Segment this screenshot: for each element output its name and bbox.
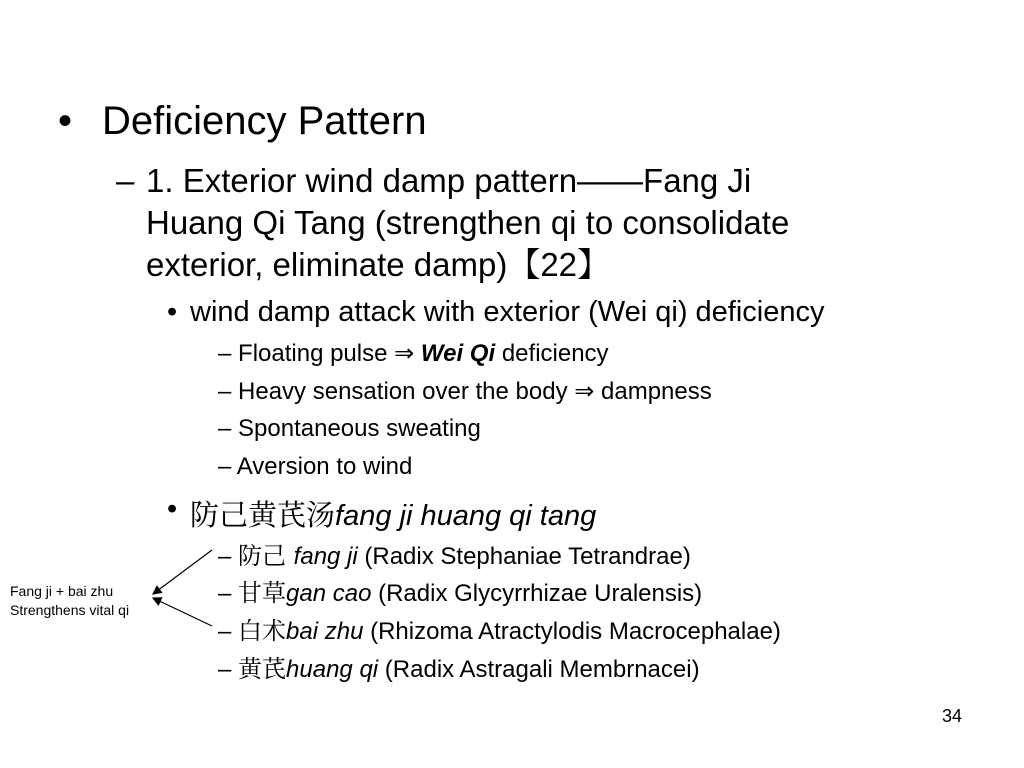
herb-latin: (Rhizoma Atractylodis Macrocephalae): [363, 618, 781, 645]
wei-qi-emphasis: Wei Qi: [420, 340, 496, 367]
sub1-bullet: •: [167, 296, 178, 328]
dash: –: [218, 543, 232, 570]
herb-latin: (Radix Glycyrrhizae Uralensis): [371, 580, 703, 607]
item-text: Aversion to wind: [236, 453, 413, 480]
heading-deficiency-pattern: Deficiency Pattern: [102, 99, 427, 143]
dash: –: [218, 618, 232, 645]
dash: –: [218, 656, 232, 683]
page-number: 34: [941, 706, 962, 726]
item-text-post: dampness: [594, 378, 712, 405]
level1-bullet: •: [58, 99, 73, 143]
item-text: Floating pulse: [238, 340, 395, 367]
herb-pinyin: gan cao: [286, 580, 372, 607]
dash: –: [218, 415, 232, 442]
side-note-line-1: Fang ji + bai zhu: [10, 583, 114, 599]
level2-dash: –: [116, 162, 135, 199]
item-text-post: deficiency: [495, 340, 609, 367]
formula-name-chinese: 防己黄芪汤: [190, 498, 336, 532]
dash: –: [218, 453, 232, 480]
herb-pinyin: huang qi: [286, 656, 379, 683]
formula-name-pinyin: fang ji huang qi tang: [335, 500, 597, 532]
herb-chinese: 防己: [238, 542, 294, 570]
herb-latin: (Radix Stephaniae Tetrandrae): [357, 543, 691, 570]
arrow-from-fang-ji: [153, 550, 212, 594]
sub2-bullet: •: [167, 493, 178, 525]
level2-line-3: exterior, eliminate damp)【22】: [146, 246, 611, 283]
herb-latin: (Radix Astragali Membrnacei): [378, 656, 700, 683]
herb-pinyin: bai zhu: [286, 618, 364, 645]
item-text: Spontaneous sweating: [238, 415, 481, 442]
item-text: Heavy sensation over the body: [238, 378, 575, 405]
level2-line-1: 1. Exterior wind damp pattern——Fang Ji: [146, 162, 752, 199]
herb-chinese: 甘草: [238, 579, 287, 607]
sub1-text: wind damp attack with exterior (Wei qi) deficiency: [190, 296, 825, 328]
dash: –: [218, 378, 232, 405]
dash: –: [218, 580, 232, 607]
side-note-line-2: Strengthens vital qi: [10, 602, 130, 618]
herb-chinese: 白术: [238, 617, 287, 645]
arrow-from-bai-zhu: [153, 598, 212, 626]
herb-chinese: 黄芪: [238, 655, 287, 683]
implies-arrow-icon: ⇒: [394, 340, 415, 367]
level2-line-2: Huang Qi Tang (strengthen qi to consolidate: [146, 204, 790, 241]
dash: –: [218, 340, 232, 367]
implies-arrow-icon: ⇒: [574, 378, 595, 405]
herb-pinyin: fang ji: [293, 543, 358, 570]
